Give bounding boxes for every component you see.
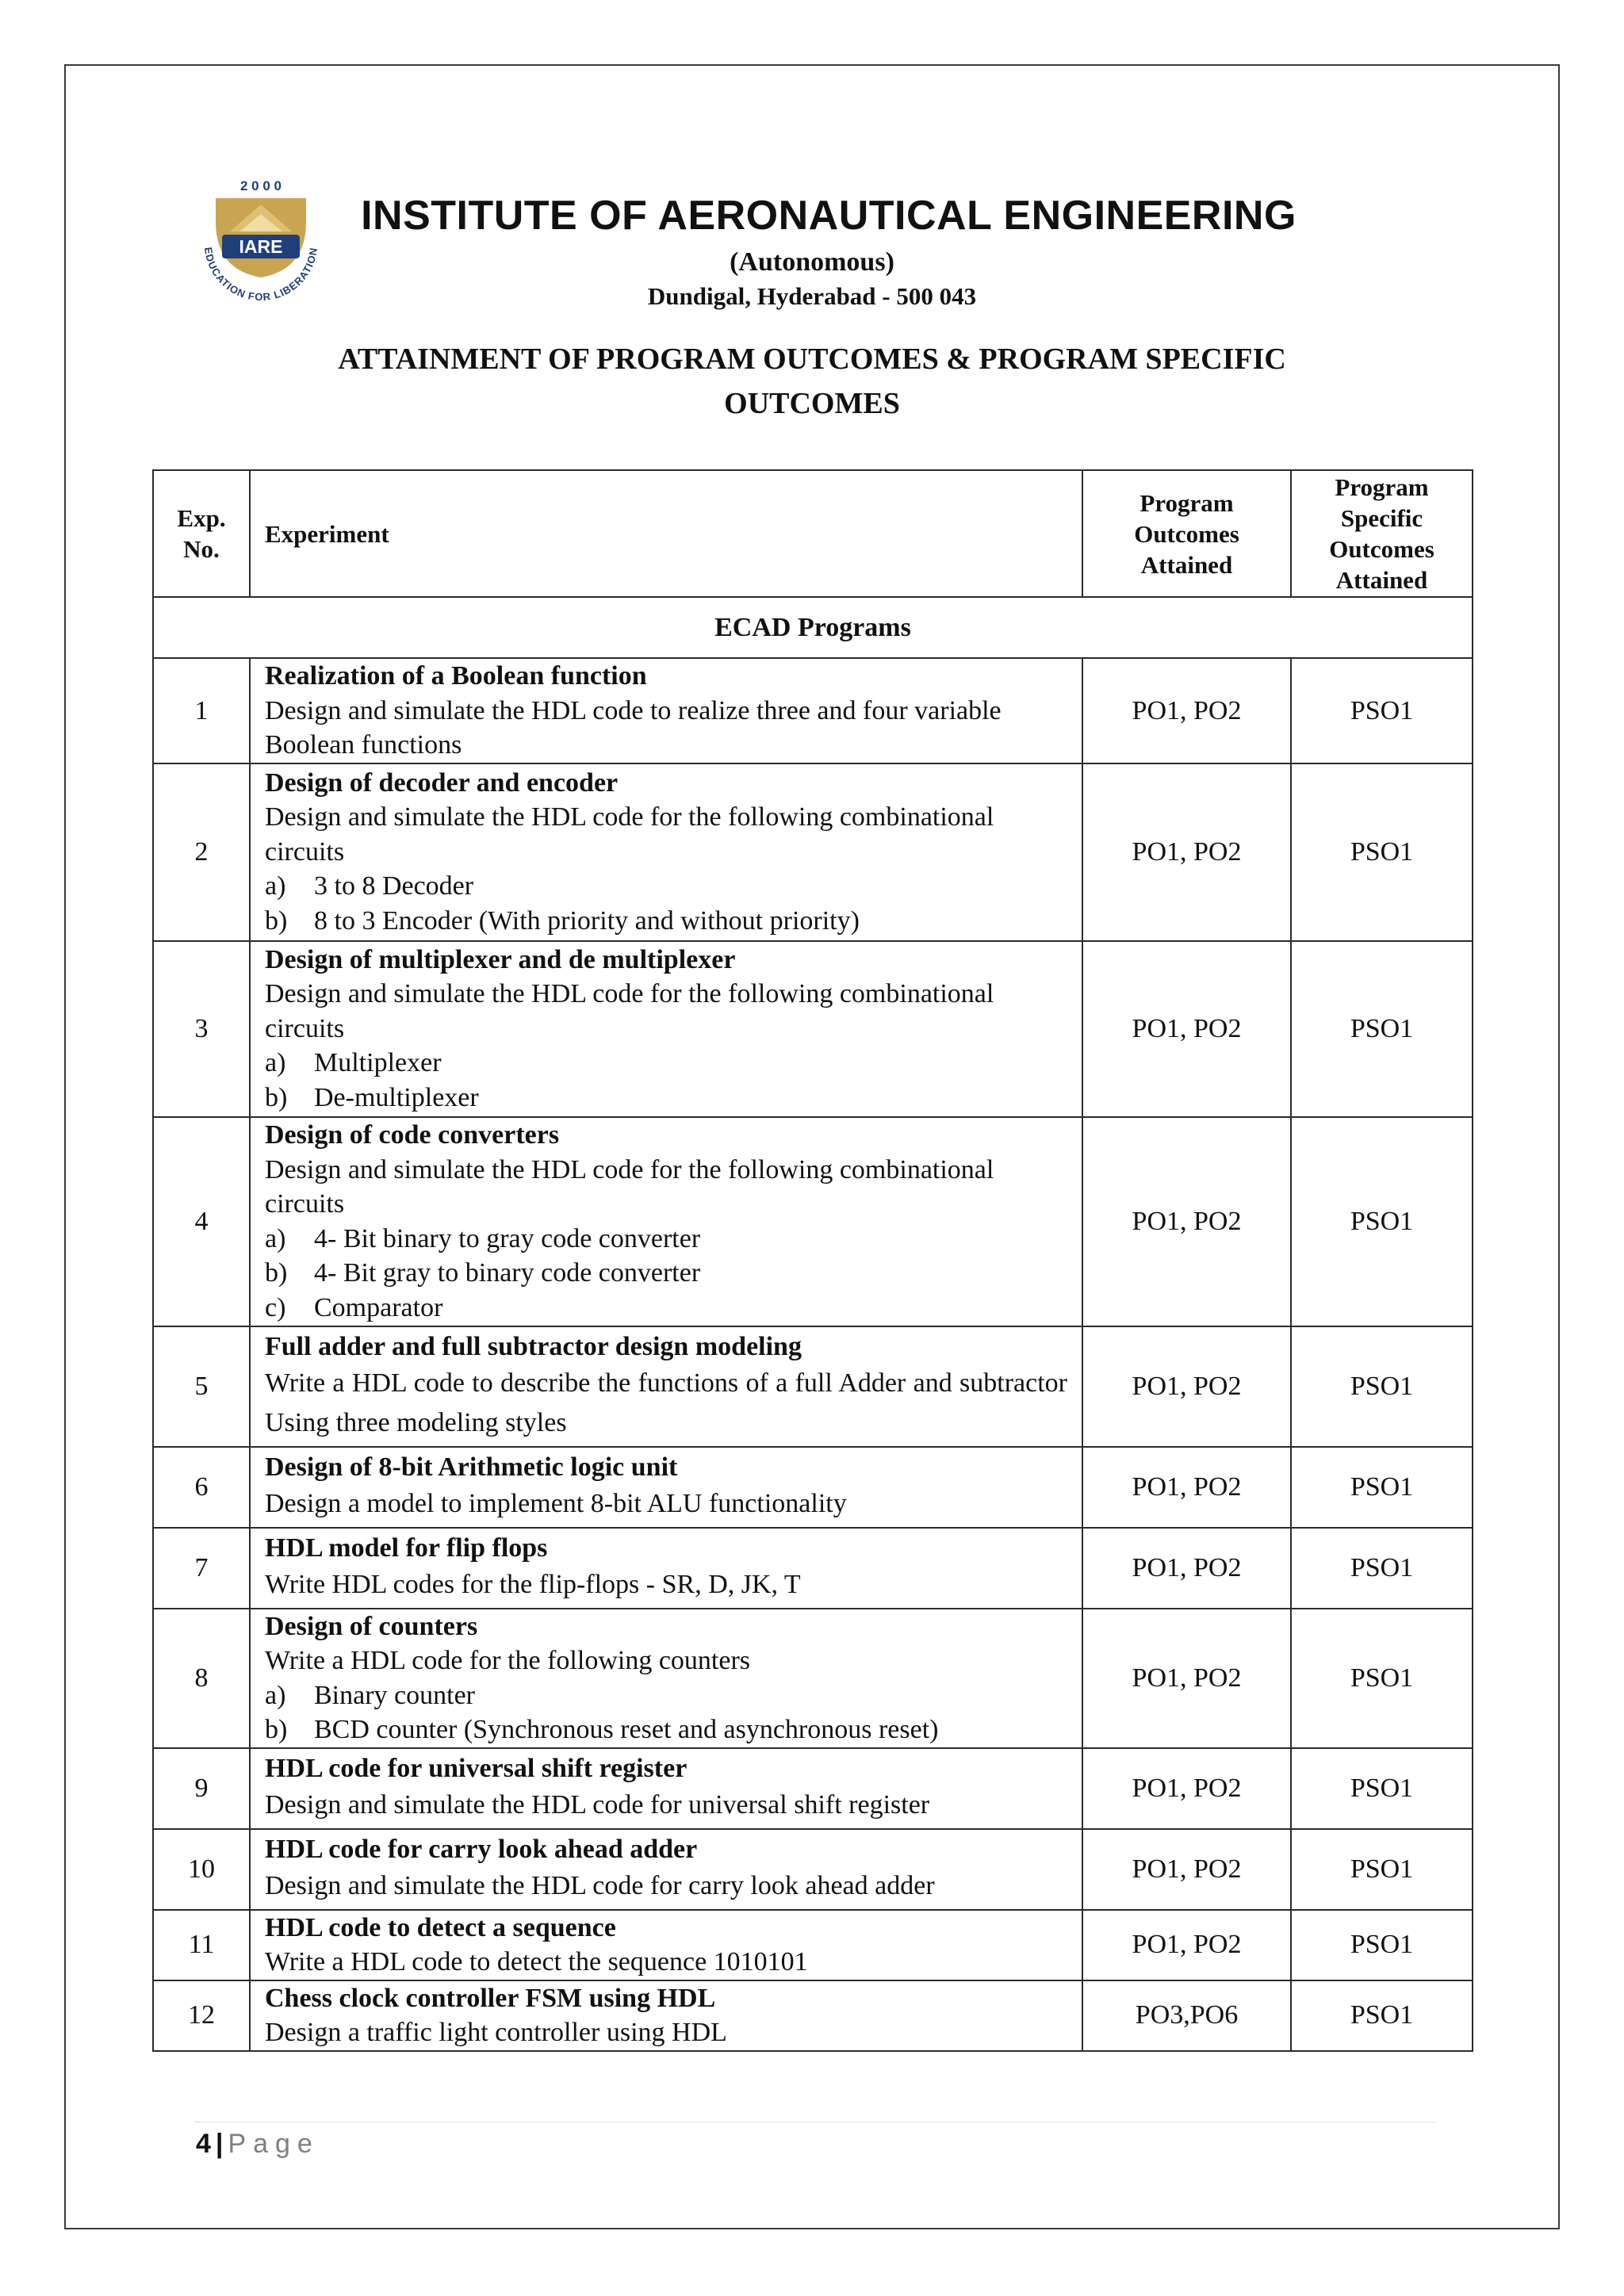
po-attained: PO3,PO6 (1082, 1980, 1291, 2051)
exp-number: 2 (153, 763, 250, 941)
table-row (153, 1447, 1473, 1528)
experiment-title: HDL code to detect a sequence (265, 1912, 616, 1942)
experiment-cell (250, 1447, 1082, 1528)
sub-item-text: De-multiplexer (314, 1082, 479, 1112)
sub-item (265, 1678, 1067, 1713)
experiment-description: Write a HDL code to describe the functions of a full Adder and subtractor Using three modeling styles (265, 1368, 1067, 1438)
page-footer (196, 2129, 320, 2160)
po-attained: PO1, PO2 (1082, 1829, 1291, 1910)
sub-item-marker: b) (265, 1082, 288, 1112)
experiment-cell (250, 1748, 1082, 1829)
experiment-description: Design and simulate the HDL code for the following combinational circuits (265, 802, 994, 867)
pso-attained: PSO1 (1291, 763, 1473, 941)
sub-item-text: 8 to 3 Encoder (With priority and without priority) (314, 905, 860, 936)
experiment-cell (250, 1326, 1082, 1447)
po-attained: PO1, PO2 (1082, 1447, 1291, 1528)
table-row (153, 658, 1473, 763)
sub-item-text: 4- Bit gray to binary code converter (314, 1258, 701, 1288)
experiment-title: Design of counters (265, 1611, 478, 1641)
experiment-description: Design a traffic light controller using HDL (265, 2018, 727, 2047)
po-attained: PO1, PO2 (1082, 1117, 1291, 1326)
table-body (153, 597, 1473, 2051)
table-row (153, 1117, 1473, 1326)
table-row (153, 941, 1473, 1117)
table-row (153, 1910, 1473, 1980)
institute-address: Dundigal, Hyderabad - 500 043 (647, 282, 977, 310)
sub-item-list (265, 1678, 1067, 1747)
sub-item-text: 4- Bit binary to gray code converter (314, 1223, 701, 1253)
header-pso: Program Specific Outcomes Attained (1291, 470, 1473, 597)
autonomous-status: (Autonomous) (730, 247, 894, 277)
sub-item-list (265, 1222, 1067, 1326)
sub-item (265, 904, 1067, 939)
po-attained: PO1, PO2 (1082, 658, 1291, 763)
po-attained: PO1, PO2 (1082, 763, 1291, 941)
experiment-cell (250, 941, 1082, 1117)
sub-item-marker: b) (265, 1715, 288, 1744)
title-line-1: ATTAINMENT OF PROGRAM OUTCOMES & PROGRAM SPECIFIC (338, 342, 1286, 376)
pso-attained: PSO1 (1291, 1910, 1473, 1980)
exp-number: 7 (153, 1528, 250, 1609)
outcomes-table (152, 469, 1473, 2052)
experiment-title: Design of 8-bit Arithmetic logic unit (265, 1452, 678, 1482)
footer-separator: | (215, 2129, 224, 2159)
experiment-cell (250, 658, 1082, 763)
table-row (153, 1326, 1473, 1447)
page-number: 4 (196, 2129, 211, 2159)
po-attained: PO1, PO2 (1082, 941, 1291, 1117)
institute-name: INSTITUTE OF AERONAUTICAL ENGINEERING (361, 193, 1297, 239)
sub-item (265, 1081, 1067, 1115)
section-title: ECAD Programs (153, 597, 1473, 658)
sub-item-marker: a) (265, 1048, 286, 1078)
experiment-cell (250, 1528, 1082, 1609)
experiment-description: Design and simulate the HDL code for carry look ahead adder (265, 1871, 935, 1901)
experiment-title: Full adder and full subtractor design modeling (265, 1331, 802, 1361)
exp-number: 4 (153, 1117, 250, 1326)
sub-item-list (265, 1046, 1067, 1115)
po-attained: PO1, PO2 (1082, 1748, 1291, 1829)
experiment-title: Design of code converters (265, 1120, 560, 1150)
header-exp-no: Exp. No. (153, 470, 250, 597)
sub-item-text: Comparator (314, 1292, 443, 1322)
experiment-title: Chess clock controller FSM using HDL (265, 1983, 716, 2013)
logo-year: 2 0 0 0 (240, 178, 282, 193)
exp-number: 9 (153, 1748, 250, 1829)
title-line-2: OUTCOMES (724, 387, 900, 420)
table-row (153, 1609, 1473, 1748)
experiment-description: Write a HDL code for the following counters (265, 1646, 750, 1675)
experiment-cell (250, 1980, 1082, 2051)
sub-item-marker: b) (265, 1258, 288, 1288)
logo-acronym: IARE (239, 236, 283, 257)
experiment-description: Design and simulate the HDL code to realize three and four variable Boolean functions (265, 695, 1002, 760)
sub-item-marker: a) (265, 1680, 286, 1710)
pso-attained: PSO1 (1291, 1609, 1473, 1748)
experiment-description: Design and simulate the HDL code for the following combinational circuits (265, 1154, 994, 1219)
pso-attained: PSO1 (1291, 1447, 1473, 1528)
table-row (153, 763, 1473, 941)
experiment-cell (250, 1829, 1082, 1910)
exp-number: 5 (153, 1326, 250, 1447)
experiment-description: Design a model to implement 8-bit ALU functionality (265, 1489, 847, 1519)
pso-attained: PSO1 (1291, 1117, 1473, 1326)
header-po: Program Outcomes Attained (1082, 470, 1291, 597)
experiment-title: Realization of a Boolean function (265, 661, 647, 691)
sub-item (265, 869, 1067, 904)
sub-item-marker: b) (265, 905, 288, 936)
experiment-title: HDL model for flip flops (265, 1533, 548, 1563)
exp-number: 11 (153, 1910, 250, 1980)
table-row (153, 1748, 1473, 1829)
po-attained: PO1, PO2 (1082, 1609, 1291, 1748)
sub-item-marker: a) (265, 1223, 286, 1253)
pso-attained: PSO1 (1291, 658, 1473, 763)
exp-number: 6 (153, 1447, 250, 1528)
experiment-title: HDL code for universal shift register (265, 1753, 688, 1783)
experiment-cell (250, 1117, 1082, 1326)
table-row (153, 1980, 1473, 2051)
sub-item-text: 3 to 8 Decoder (314, 871, 474, 901)
sub-item-marker: c) (265, 1292, 286, 1322)
sub-item (265, 1046, 1067, 1081)
exp-number: 8 (153, 1609, 250, 1748)
table-row (153, 1528, 1473, 1609)
exp-number: 3 (153, 941, 250, 1117)
table-row (153, 1829, 1473, 1910)
experiment-description: Design and simulate the HDL code for universal shift register (265, 1790, 930, 1820)
section-row (153, 597, 1473, 658)
sub-item-text: BCD counter (Synchronous reset and asynchronous reset) (314, 1715, 939, 1744)
pso-attained: PSO1 (1291, 1748, 1473, 1829)
experiment-description: Write a HDL code to detect the sequence 1010101 (265, 1947, 808, 1976)
document-title (238, 337, 1386, 426)
sub-item (265, 1291, 1067, 1326)
po-attained: PO1, PO2 (1082, 1326, 1291, 1447)
page-label: Page (228, 2129, 320, 2159)
experiment-title: Design of decoder and encoder (265, 767, 619, 798)
pso-attained: PSO1 (1291, 1829, 1473, 1910)
exp-number: 12 (153, 1980, 250, 2051)
experiment-cell (250, 1910, 1082, 1980)
sub-item-marker: a) (265, 871, 286, 901)
sub-item (265, 1712, 1067, 1747)
experiment-title: Design of multiplexer and de multiplexer (265, 944, 736, 974)
experiment-cell (250, 763, 1082, 941)
sub-item (265, 1256, 1067, 1291)
pso-attained: PSO1 (1291, 1326, 1473, 1447)
experiment-cell (250, 1609, 1082, 1748)
header-experiment: Experiment (250, 470, 1082, 597)
experiment-description: Design and simulate the HDL code for the following combinational circuits (265, 979, 994, 1043)
sub-item-list (265, 869, 1067, 938)
pso-attained: PSO1 (1291, 1528, 1473, 1609)
table-header-row (153, 470, 1473, 597)
exp-number: 10 (153, 1829, 250, 1910)
exp-number: 1 (153, 658, 250, 763)
pso-attained: PSO1 (1291, 1980, 1473, 2051)
logo-motto: EDUCATION FOR LIBERATION (202, 246, 320, 303)
sub-item-text: Multiplexer (314, 1048, 442, 1078)
experiment-title: HDL code for carry look ahead adder (265, 1834, 698, 1864)
po-attained: PO1, PO2 (1082, 1528, 1291, 1609)
po-attained: PO1, PO2 (1082, 1910, 1291, 1980)
experiment-description: Write HDL codes for the flip-flops - SR, D, JK, T (265, 1570, 801, 1600)
sub-item (265, 1222, 1067, 1257)
pso-attained: PSO1 (1291, 941, 1473, 1117)
sub-item-text: Binary counter (314, 1680, 475, 1710)
